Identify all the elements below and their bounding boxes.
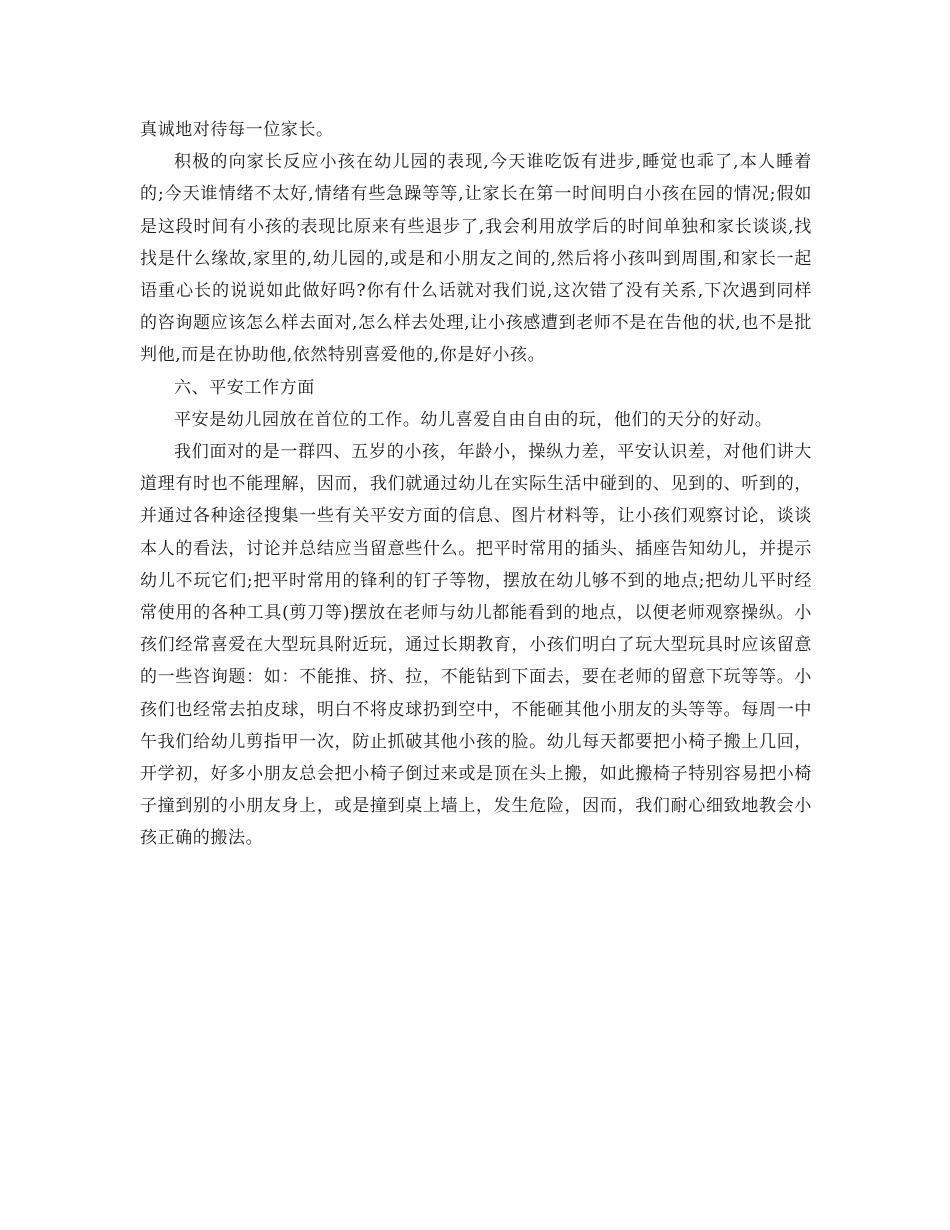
paragraph-safety-details: 我们面对的是一群四、五岁的小孩，年龄小，操纵力差，平安认识差，对他们讲大道理有时也不能理解，因而，我们就通过幼儿在实际生活中碰到的、见到的、听到的，并通过各种途径搜集一些有关平安方面的信息、图片材料等，让小孩们观察讨论，谈谈本人的看法，讨论并总结应当留意些什么。把平时常用的插头、插座告知幼儿，并提示幼儿不玩它们;把平时常用的锋利的钉子等物，摆放在幼儿够不到的地点;把幼儿平时经常使用的各种工具(剪刀等)摆放在老师与幼儿都能看到的地点，以便老师观察操纵。小孩们经常喜爱在大型玩具附近玩，通过长期教育，小孩们明白了玩大型玩具时应该留意的一些咨询题：如：不能推、挤、拉，不能钻到下面去，要在老师的留意下玩等等。小孩们也经常去拍皮球，明白不将皮球扔到空中，不能砸其他小朋友的头等等。每周一中午我们给幼儿剪指甲一次，防止抓破其他小孩的脸。幼儿每天都要把小椅子搬上几回，开学初，好多小朋友总会把小椅子倒过来或是顶在头上搬，如此搬椅子特别容易把小椅子撞到别的小朋友身上，或是撞到桌上墙上，发生危险，因而，我们耐心细致地教会小孩正确的搬法。 <box>140 442 812 849</box>
paragraph-parent-communication: 积极的向家长反应小孩在幼儿园的表现,今天谁吃饭有进步,睡觉也乖了,本人睡着的;今天谁情绪不太好,情绪有些急躁等等,让家长在第一时间明白小孩在园的情况;假如是这段时间有小孩的表现比原来有些退步了,我会利用放学后的时间单独和家长谈谈,找找是什么缘故,家里的,幼儿园的,或是和小朋友之间的,然后将小孩叫到周围,和家长一起语重心长的说说如此做好吗?你有什么话就对我们说,这次错了没有关系,下次遇到同样的咨询题应该怎么样去面对,怎么样去处理,让小孩感遭到老师不是在告他的状,也不是批判他,而是在协助他,依然特别喜爱他的,你是好小孩。 <box>140 152 812 366</box>
paragraph-safety-intro: 平安是幼儿园放在首位的工作。幼儿喜爱自由自由的玩，他们的天分的好动。 <box>174 409 773 430</box>
document-body <box>140 114 812 855</box>
section-heading-safety: 六、平安工作方面 <box>174 377 315 398</box>
paragraph-continuation: 真诚地对待每一位家长。 <box>140 120 334 140</box>
